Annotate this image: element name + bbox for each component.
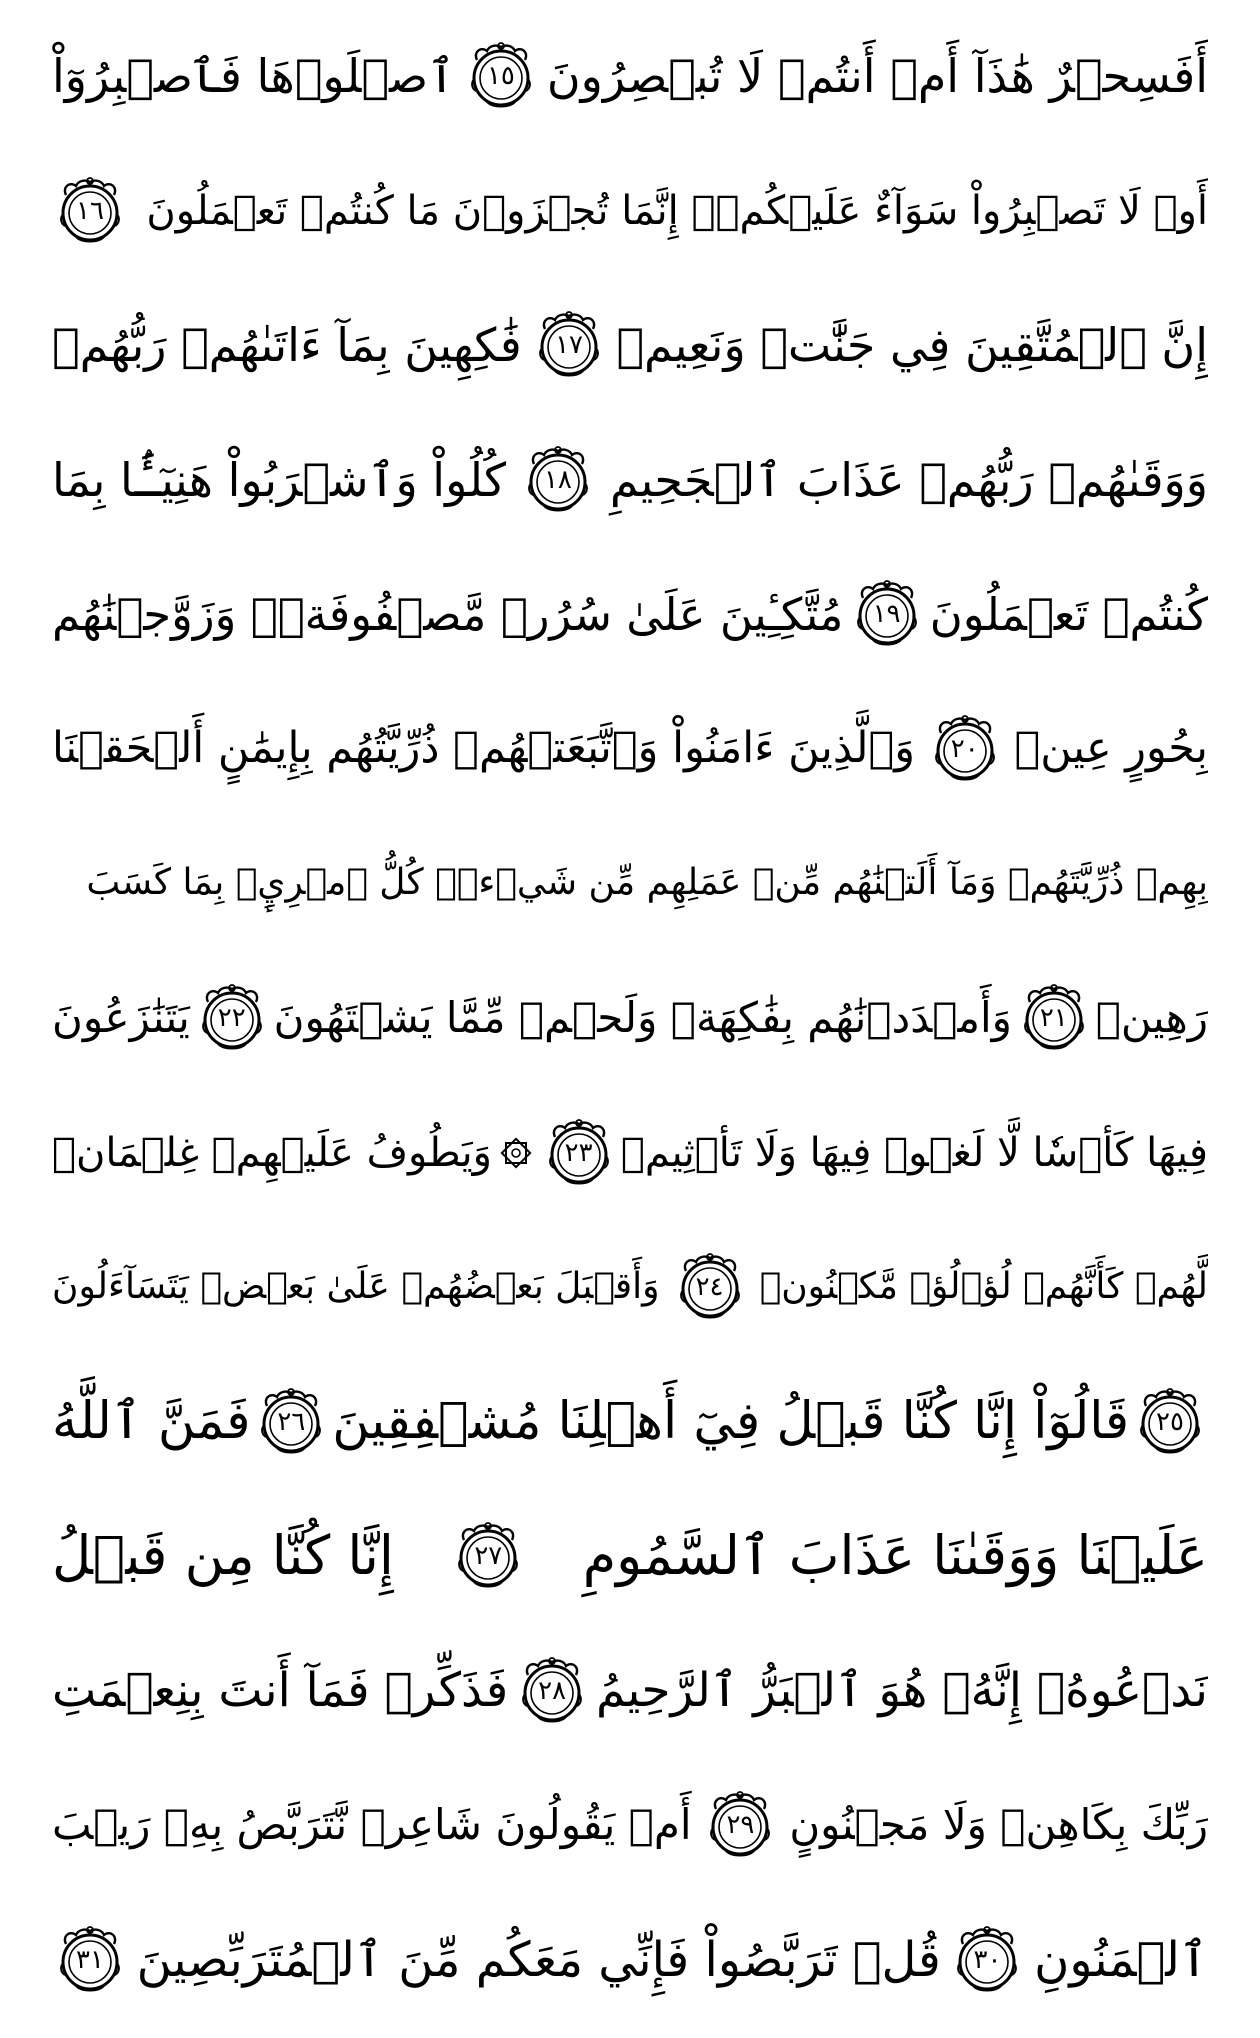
verse-text: كُنتُمۡ تَعۡمَلُونَ bbox=[929, 587, 1208, 641]
text-line bbox=[52, 291, 1208, 399]
ayah-number: ١٨ bbox=[543, 464, 572, 495]
ayah-number: ١٩ bbox=[872, 599, 901, 630]
verse-text: عَلَيۡنَا وَوَقَىٰنَا عَذَابَ ٱلسَّمُومِ bbox=[582, 1523, 1208, 1587]
text-line bbox=[52, 1502, 1208, 1610]
ayah-number: ٢٣ bbox=[564, 1137, 593, 1168]
text-line bbox=[52, 1368, 1208, 1476]
ayah-number: ٢٢ bbox=[217, 1002, 246, 1033]
ayah-end-marker-icon bbox=[672, 1249, 748, 1325]
ayah-end-marker-icon bbox=[1132, 1384, 1208, 1460]
ayah-number: ١٥ bbox=[486, 61, 515, 91]
verse-text: وَأَقۡبَلَ بَعۡضُهُمۡ عَلَىٰ بَعۡضٖ يَتَسَآءَلُونَ bbox=[52, 1266, 660, 1308]
ayah-number: ٢٤ bbox=[695, 1272, 724, 1303]
ayah-number: ٣١ bbox=[76, 1944, 104, 1975]
text-line bbox=[52, 22, 1208, 130]
text-line bbox=[52, 1099, 1208, 1207]
verse-text: أَمۡ يَقُولُونَ شَاعِرٞ نَّتَرَبَّصُ بِهِۦ رَيۡبَ bbox=[52, 1800, 692, 1850]
ayah-number: ٢٩ bbox=[726, 1810, 755, 1841]
ayah-end-marker-icon bbox=[531, 307, 607, 383]
verse-text: وَٱلَّذِينَ ءَامَنُواْ وَٱتَّبَعَتۡهُمۡ ذُرِّيَّتُهُم بِإِيمَٰنٍ أَلۡحَقۡنَا bbox=[52, 723, 916, 774]
ayah-end-marker-icon bbox=[52, 173, 128, 249]
ayah-end-marker-icon bbox=[949, 1922, 1025, 1998]
text-line bbox=[52, 1233, 1208, 1341]
ayah-number: ٢١ bbox=[1039, 1002, 1068, 1033]
ayah-end-marker-icon bbox=[463, 38, 539, 114]
verse-text: مُتَّكِـِٔينَ عَلَىٰ سُرُرٖ مَّصۡفُوفَةٖۖ وَزَوَّجۡنَٰهُم bbox=[52, 587, 844, 641]
verse-text: فَمَنَّ ٱللَّهُ bbox=[52, 1391, 251, 1451]
text-line bbox=[52, 829, 1208, 937]
verse-text: وَأَمۡدَدۡنَٰهُم بِفَٰكِهَةٖ وَلَحۡمٖ مِّمَّا يَشۡتَهُونَ bbox=[273, 992, 1012, 1042]
ayah-number: ٢٥ bbox=[1156, 1406, 1184, 1437]
ayah-number: ٢٨ bbox=[538, 1675, 567, 1706]
ayah-end-marker-icon bbox=[849, 576, 925, 652]
verse-text: رَبِّكَ بِكَاهِنٖ وَلَا مَجۡنُونٍ bbox=[789, 1800, 1208, 1850]
ayah-number: ٣٠ bbox=[973, 1944, 1002, 1975]
verse-text: نَدۡعُوهُۖ إِنَّهُۥ هُوَ ٱلۡبَرُّ ٱلرَّحِيمُ bbox=[596, 1663, 1208, 1719]
ayah-number: ٢٦ bbox=[277, 1406, 306, 1437]
text-line bbox=[52, 964, 1208, 1072]
text-line bbox=[52, 1637, 1208, 1745]
verse-text: وَيَطُوفُ عَلَيۡهِمۡ غِلۡمَانٞ bbox=[52, 1129, 492, 1176]
text-line bbox=[52, 426, 1208, 534]
ayah-number: ٢٠ bbox=[950, 733, 979, 764]
ayah-end-marker-icon bbox=[541, 1115, 617, 1191]
ayah-end-marker-icon bbox=[927, 711, 1003, 787]
text-line bbox=[52, 1771, 1208, 1879]
verse-text: بِحُورٍ عِينٖ bbox=[1014, 723, 1208, 774]
verse-text: وَوَقَىٰهُمۡ رَبُّهُمۡ عَذَابَ ٱلۡجَحِيمِ bbox=[609, 452, 1208, 507]
ayah-end-marker-icon bbox=[194, 980, 270, 1056]
ayah-end-marker-icon bbox=[52, 1922, 128, 1998]
verse-text: ٱلۡمَنُونِ bbox=[1034, 1931, 1208, 1988]
verse-text: إِنَّا كُنَّا مِن قَبۡلُ bbox=[52, 1523, 394, 1587]
verse-text: يَتَنَٰزَعُونَ bbox=[52, 992, 190, 1042]
verse-text: إِنَّ ٱلۡمُتَّقِينَ فِي جَنَّٰتٖ وَنَعِيمٖ bbox=[616, 317, 1208, 372]
ayah-end-marker-icon bbox=[450, 1518, 526, 1594]
text-line bbox=[52, 1906, 1208, 2014]
text-line bbox=[52, 157, 1208, 265]
verse-text: قَالُوٓاْ إِنَّا كُنَّا قَبۡلُ فِيٓ أَهۡلِنَا مُشۡفِقِينَ bbox=[332, 1391, 1130, 1451]
ayah-end-marker-icon bbox=[520, 442, 596, 518]
verse-text: لَّهُمۡ كَأَنَّهُمۡ لُؤۡلُؤٞ مَّكۡنُونٞ bbox=[759, 1266, 1208, 1308]
rub-el-hizb-icon bbox=[496, 1133, 536, 1173]
verse-text: كُلُواْ وَٱشۡرَبُواْ هَنِيٓـَٔۢا بِمَا bbox=[52, 452, 506, 507]
verse-text: بِهِمۡ ذُرِّيَّتَهُمۡ وَمَآ أَلَتۡنَٰهُم مِّنۡ عَمَلِهِم مِّن شَيۡءٖۚ كُلُّ ٱمۡرِيِٕۭ بِمَا كَسَبَ bbox=[86, 862, 1208, 904]
ayah-number: ٢٧ bbox=[474, 1541, 503, 1572]
text-line bbox=[52, 560, 1208, 668]
verse-text: رَهِينٞ bbox=[1095, 992, 1208, 1042]
verse-text: أَفَسِحۡرٌ هَٰذَآ أَمۡ أَنتُمۡ لَا تُبۡصِرُونَ bbox=[546, 48, 1208, 103]
verse-text: أَوۡ لَا تَصۡبِرُواْ سَوَآءٌ عَلَيۡكُمۡۖ إِنَّمَا تُجۡزَوۡنَ مَا كُنتُمۡ تَعۡمَلُونَ bbox=[146, 187, 1208, 234]
verse-text: فِيهَا كَأۡسٗا لَّا لَغۡوٞ فِيهَا وَلَا تَأۡثِيمٞ bbox=[620, 1129, 1208, 1176]
ayah-end-marker-icon bbox=[514, 1653, 590, 1729]
ayah-number: ١٧ bbox=[555, 330, 584, 361]
verse-text: ٱصۡلَوۡهَا فَٱصۡبِرُوٓاْ bbox=[52, 48, 455, 103]
text-line bbox=[52, 695, 1208, 803]
ayah-end-marker-icon bbox=[702, 1787, 778, 1863]
ayah-number: ١٦ bbox=[76, 195, 104, 226]
verse-text: قُلۡ تَرَبَّصُواْ فَإِنِّي مَعَكُم مِّنَ ٱلۡمُتَرَبِّصِينَ bbox=[136, 1931, 941, 1988]
ayah-end-marker-icon bbox=[1016, 980, 1092, 1056]
ayah-end-marker-icon bbox=[253, 1384, 329, 1460]
verse-text: فَٰكِهِينَ بِمَآ ءَاتَىٰهُمۡ رَبُّهُمۡ bbox=[52, 317, 522, 372]
verse-text: فَذَكِّرۡ فَمَآ أَنتَ بِنِعۡمَتِ bbox=[52, 1663, 509, 1719]
